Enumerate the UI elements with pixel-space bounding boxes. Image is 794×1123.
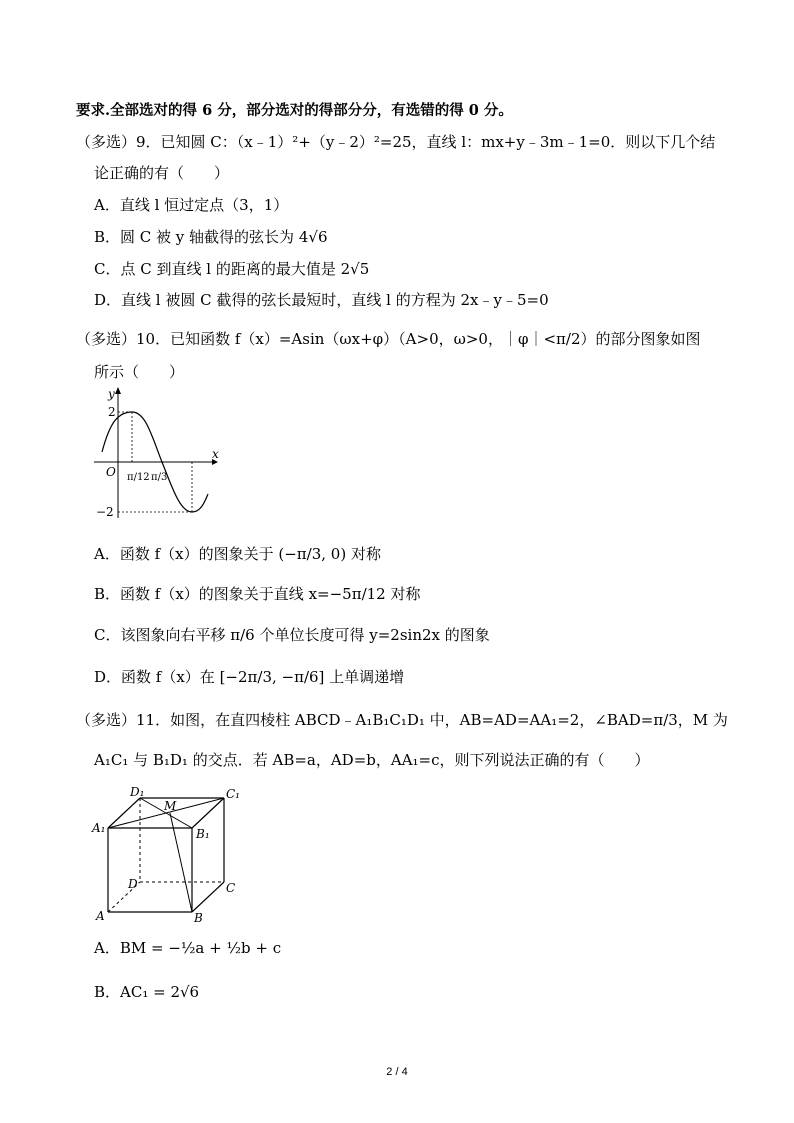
q10-option-d: D．函数 f（x）在 [−2π/3, −π/6] 上单调递增 xyxy=(94,668,405,686)
q11-label-a: A xyxy=(96,909,105,923)
q10-graph-tick1: π/12 xyxy=(127,472,150,483)
q9-stem-line2: 论正确的有（ ） xyxy=(94,164,230,182)
q10-option-a: A．函数 f（x）的图象关于 (−π/3, 0) 对称 xyxy=(94,545,381,563)
q11-option-b: B．AC₁ = 2√6 xyxy=(94,983,200,1001)
q11-stem-line2: A₁C₁ 与 B₁D₁ 的交点．若 AB=a，AD=b，AA₁=c，则下列说法正确的有（ ） xyxy=(94,751,650,769)
q11-label-m: M xyxy=(164,799,177,813)
q9-option-d: D．直线 l 被圆 C 截得的弦长最短时，直线 l 的方程为 2x﹣y﹣5=0 xyxy=(94,291,549,309)
q10-stem-line2: 所示（ ） xyxy=(94,363,185,381)
q11-label-b1: B₁ xyxy=(196,827,210,841)
q11-stem-line1: （多选）11．如图，在直四棱柱 ABCD﹣A₁B₁C₁D₁ 中，AB=AD=AA₁=2，∠BAD=π/3，M 为 xyxy=(76,711,728,729)
q10-option-b: B．函数 f（x）的图象关于直线 x=−5π/12 对称 xyxy=(94,585,421,603)
q10-graph-ymin: −2 xyxy=(96,505,114,519)
q10-stem-line1: （多选）10．已知函数 f（x）=Asin（ωx+φ）（A>0，ω>0，｜φ｜<π/2）的部分图象如图 xyxy=(76,330,701,348)
q10-graph-x-label: x xyxy=(212,447,219,461)
header-note: 要求.全部选对的得 6 分，部分选对的得部分分，有选错的得 0 分。 xyxy=(76,102,513,119)
q11-label-c1: C₁ xyxy=(226,787,240,801)
q9-option-c-text: C．点 C 到直线 l 的距离的最大值是 xyxy=(94,260,336,278)
q9-stem-line1: （多选）9．已知圆 C：（x﹣1）²+（y﹣2）²=25，直线 l：mx+y﹣3m﹣1=0．则以下几个结 xyxy=(76,133,716,151)
q10-graph-tick2: π/3 xyxy=(151,472,168,483)
q10-option-c: C．该图象向右平移 π/6 个单位长度可得 y=2sin2x 的图象 xyxy=(94,626,490,644)
q11-label-d1: D₁ xyxy=(130,785,145,799)
q9-option-b-text: B．圆 C 被 y 轴截得的弦长为 xyxy=(94,228,295,246)
q10-graph-y-label: y xyxy=(108,387,115,401)
q9-option-b xyxy=(94,227,328,247)
q10-graph-ymax: 2 xyxy=(108,405,116,419)
q9-option-c xyxy=(94,259,369,279)
q9-option-b-value: 4√6 xyxy=(298,228,328,246)
q11-label-c: C xyxy=(226,881,236,895)
q11-label-b: B xyxy=(194,911,203,924)
q10-graph-origin: O xyxy=(106,465,116,479)
q9-option-c-value: 2√5 xyxy=(340,260,370,278)
q10-sine-graph xyxy=(88,382,228,522)
q11-label-d: D xyxy=(128,877,138,891)
page-number: 2 / 4 xyxy=(386,1066,408,1078)
q9-option-a: A．直线 l 恒过定点（3，1） xyxy=(94,196,289,214)
q11-prism-figure xyxy=(90,784,250,924)
q11-label-a1: A₁ xyxy=(92,821,106,835)
q11-option-a: A．BM = −½a + ½b + c xyxy=(94,939,282,957)
